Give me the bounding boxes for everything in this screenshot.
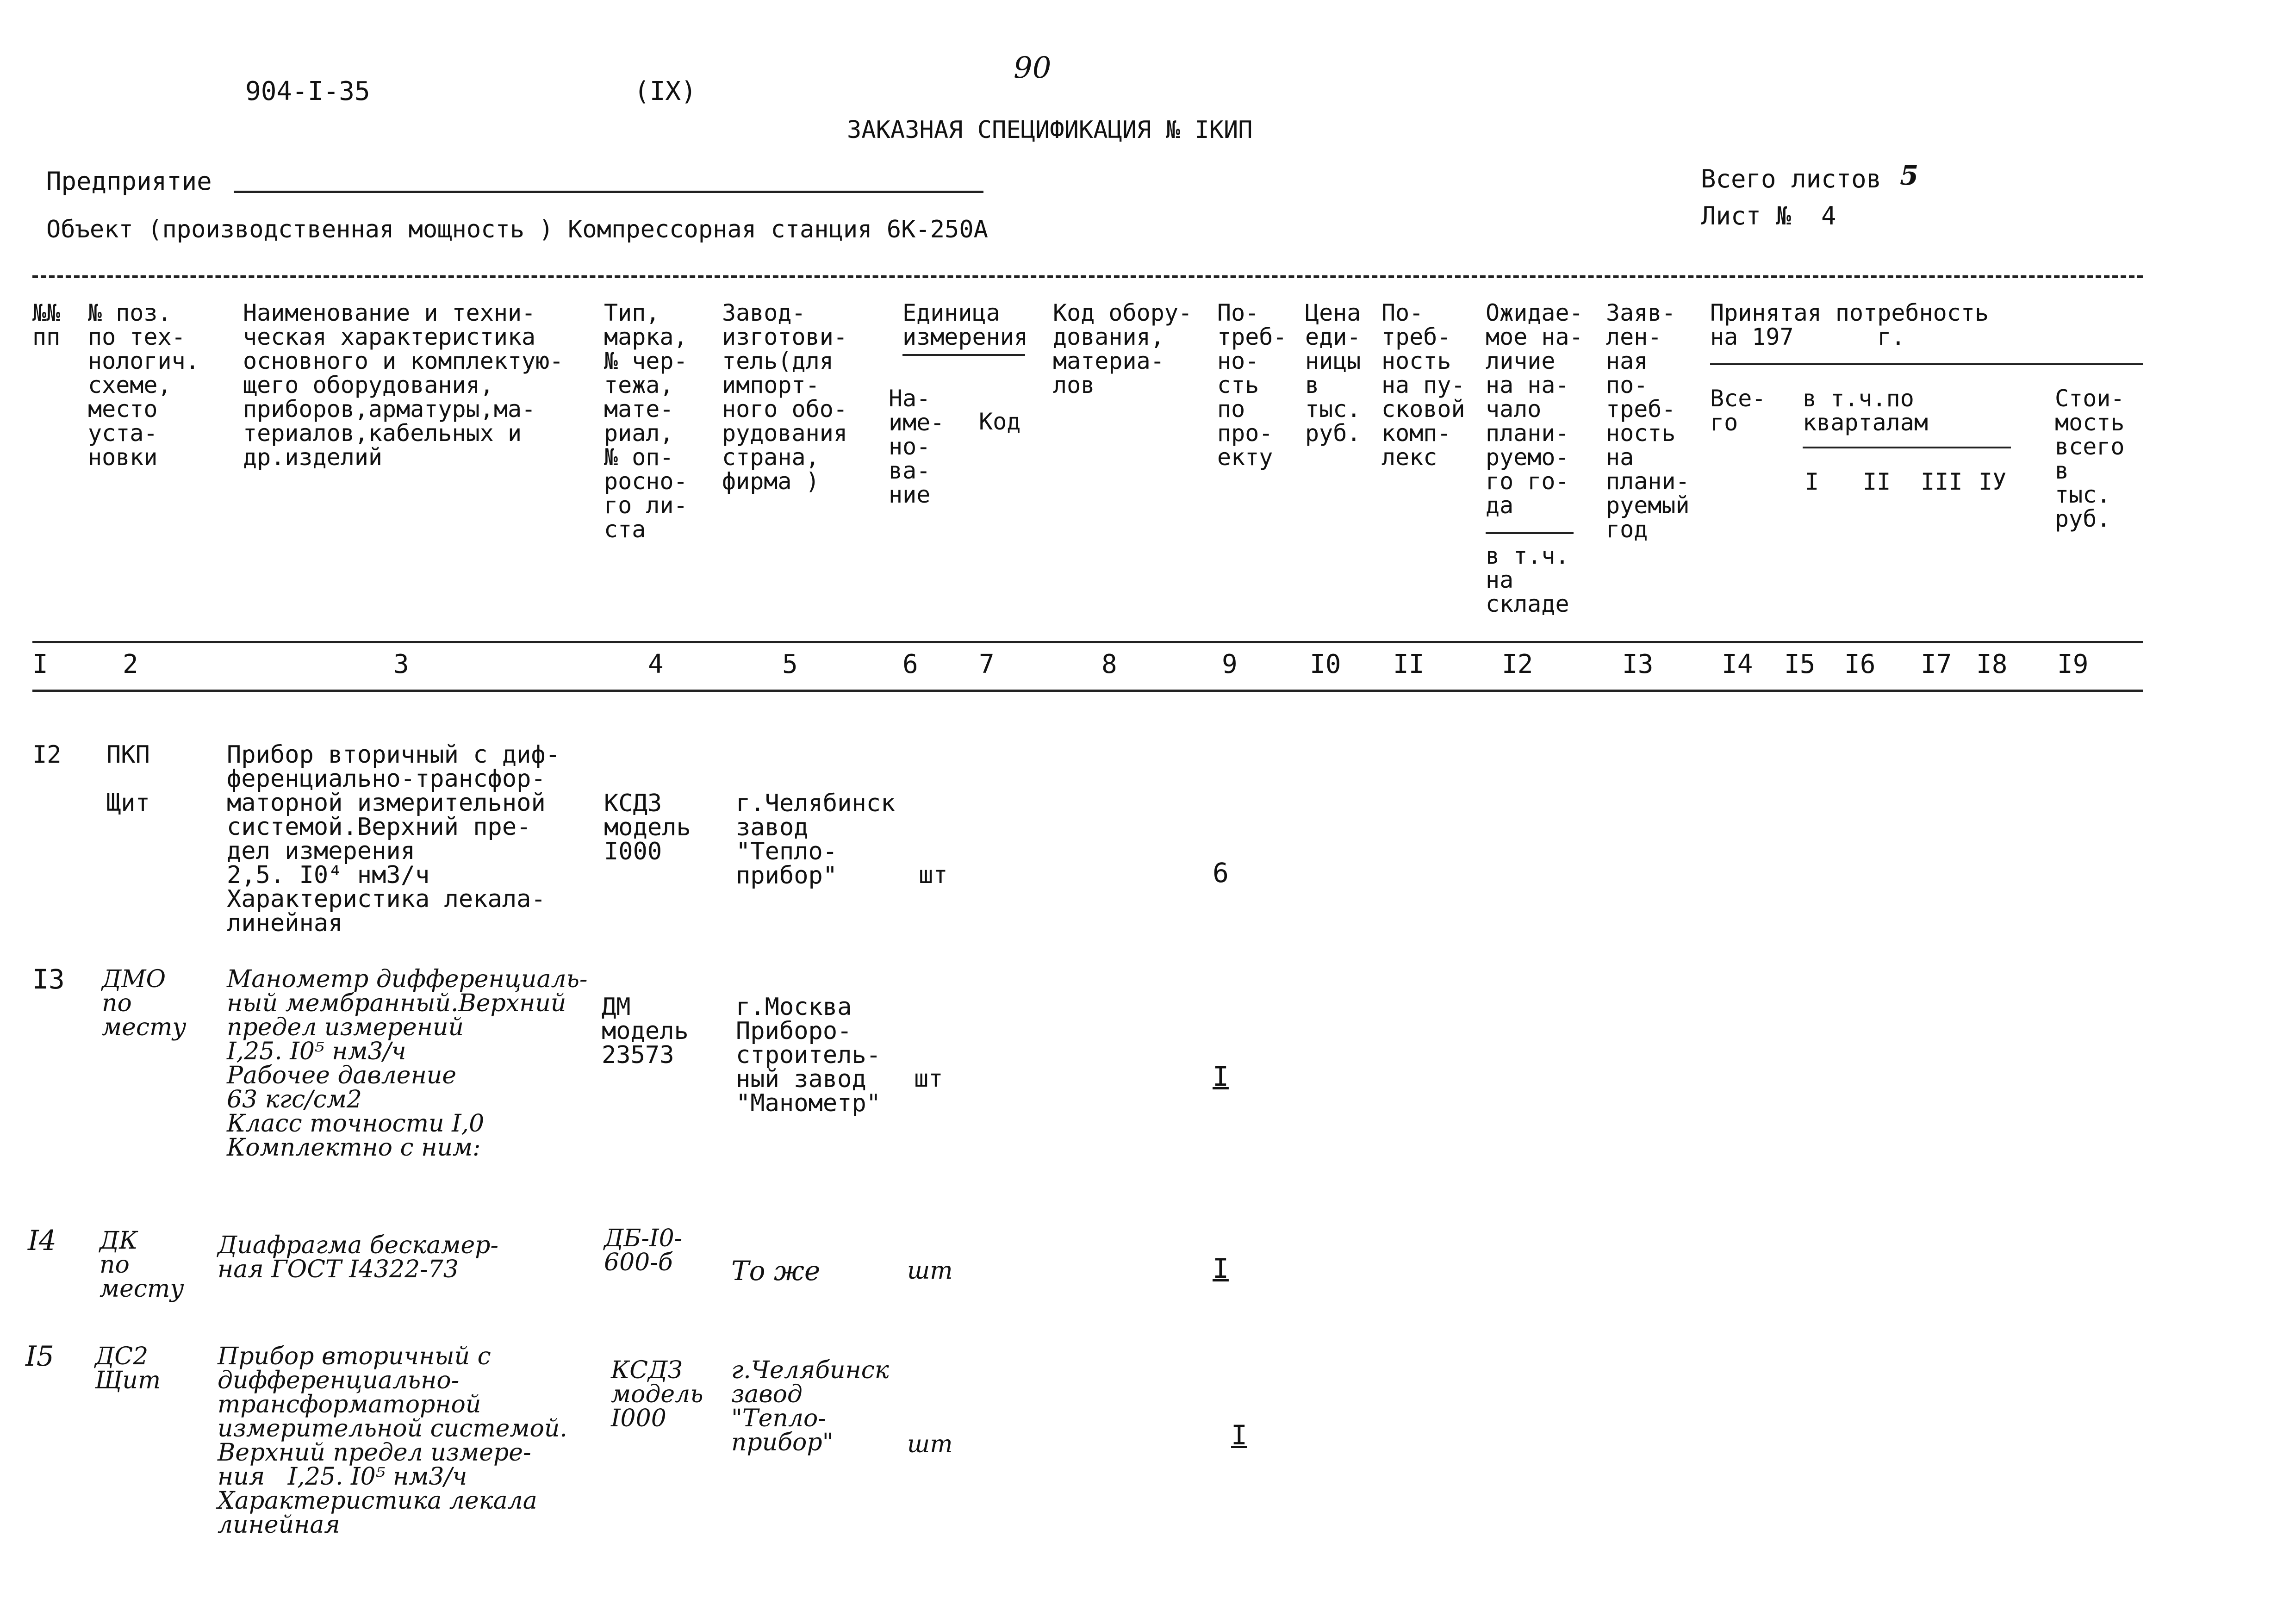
document-title: ЗАКАЗНАЯ СПЕЦИФИКАЦИЯ № IКИП <box>847 116 1253 144</box>
header-in-warehouse: в т.ч. на складе <box>1486 542 1569 617</box>
total-sheets-label: Всего листов <box>1701 164 1882 193</box>
row-number: I3 <box>32 964 65 995</box>
row-name: Прибор вторичный с дифференциально- трансформаторной измерительной системой. Верхний предел измере- ния I,25. I0⁵ нм3/ч Характеристика лекала линейная <box>218 1343 567 1539</box>
row-manufacturer: г.Челябинск завод "Тепло- прибор" <box>731 1356 889 1456</box>
header-quarters: в т.ч.по кварталам <box>1803 385 1928 436</box>
column-number: I7 <box>1921 649 1952 679</box>
row-unit: шт <box>914 1065 943 1093</box>
sheet-value: 4 <box>1821 201 1836 230</box>
row-name: Манометр дифференциаль- ный мембранный.Верхний предел измерений I,25. I0⁵ нм3/ч Рабочее давление 63 кгс/см2 Класс точности I,0 Комплектно с ним: <box>227 965 588 1162</box>
header-quarter-4: IУ <box>1979 468 2007 495</box>
document-code: 904-I-35 <box>245 76 370 106</box>
header-name: Наименование и техни- ческая характеристика основного и комплектую- щего оборудования, приборов,арматуры,ма- териалов,кабельных и др.изделий <box>243 299 564 471</box>
column-number: I0 <box>1310 649 1341 679</box>
column-number: I5 <box>1784 649 1816 679</box>
header-quarter-2: II <box>1863 468 1891 495</box>
column-number: 7 <box>979 649 995 679</box>
row-quantity: I <box>1213 1253 1229 1284</box>
row-type: КСДЗ модель I000 <box>604 790 691 865</box>
column-number: II <box>1393 649 1425 679</box>
row-name: Прибор вторичный с диф- ференциально-трансфор- маторной измерительной системой.Верхний пре- дел измерения 2,5. I0⁴ нм3/ч Характеристика лекала- линейная <box>227 741 560 937</box>
header-type: Тип, марка, № чер- тежа, мате- риал, № оп- росно- го ли- ста <box>604 299 688 543</box>
row-type: ДБ-I0- 600-б <box>604 1225 683 1276</box>
column-number: 2 <box>123 649 138 679</box>
header-quarters-rule <box>1803 447 2011 448</box>
row-quantity: 6 <box>1213 857 1229 889</box>
row-number: I4 <box>28 1225 56 1257</box>
column-number: I6 <box>1844 649 1876 679</box>
row-manufacturer: г.Москва Приборо- строитель- ный завод "Манометр" <box>736 993 881 1117</box>
header-position: № поз. по тех- нологич. схеме, место уста- новки <box>88 299 199 471</box>
row-position: ПКП Щит <box>106 741 150 817</box>
column-number: I4 <box>1722 649 1753 679</box>
row-quantity: I <box>1231 1419 1247 1451</box>
enterprise-label: Предприятие <box>46 167 212 196</box>
header-row-number: №№ пп <box>32 299 61 350</box>
part-number: (IX) <box>634 76 697 106</box>
row-type: КСДЗ модель I000 <box>611 1356 703 1432</box>
row-name: Диафрагма бескамер- ная ГОСТ I4322-73 <box>218 1231 499 1283</box>
header-project-need: По- треб- но- сть по про- екту <box>1217 299 1287 471</box>
row-type: ДМ модель 23573 <box>602 993 689 1069</box>
row-position: ДС2 Щит <box>95 1343 161 1394</box>
column-number: I <box>32 649 48 679</box>
row-quantity: I <box>1213 1061 1229 1092</box>
header-unit-price: Цена еди- ницы в тыс. руб. <box>1305 299 1361 447</box>
page-number: 90 <box>1014 51 1052 85</box>
column-number: 5 <box>782 649 798 679</box>
header-cost: Стои- мость всего в тыс. руб. <box>2055 385 2125 532</box>
row-unit: шт <box>907 1430 953 1458</box>
header-startup-need: По- треб- ность на пу- сковой комп- лекс <box>1381 299 1465 471</box>
column-number: 4 <box>648 649 664 679</box>
row-unit: шт <box>919 861 948 889</box>
row-manufacturer: То же <box>731 1255 821 1287</box>
object-line: Объект (производственная мощность ) Компрессорная станция 6К-250А <box>46 216 988 243</box>
header-unit-rule <box>902 354 1025 356</box>
header-unit-code: Код <box>979 408 1021 435</box>
header-total: Все- го <box>1710 385 1766 436</box>
header-quarter-1: I <box>1805 468 1819 495</box>
row-manufacturer: г.Челябинск завод "Тепло- прибор" <box>736 790 896 889</box>
column-number: 9 <box>1222 649 1238 679</box>
enterprise-underline <box>234 191 983 193</box>
column-number: 8 <box>1101 649 1117 679</box>
column-numbers-bottom-rule <box>32 690 2143 692</box>
header-quarter-3: III <box>1921 468 1963 495</box>
total-sheets-value: 5 <box>1900 160 1919 191</box>
row-position: ДК по месту <box>100 1227 184 1303</box>
header-manufacturer: Завод- изготови- тель(для импорт- ного обо- рудования страна, фирма ) <box>722 299 847 495</box>
column-number: I2 <box>1502 649 1533 679</box>
row-position: ДМО по месту <box>102 965 187 1041</box>
column-number: I8 <box>1976 649 2008 679</box>
header-accepted-rule <box>1710 363 2143 365</box>
column-number: 3 <box>393 649 409 679</box>
header-stock-rule <box>1486 532 1574 534</box>
header-unit-name: На- име- но- ва- ние <box>889 385 945 508</box>
column-number: I9 <box>2057 649 2089 679</box>
row-number: I2 <box>32 741 62 769</box>
column-numbers-top-rule <box>32 641 2143 643</box>
header-expected-stock: Ожидае- мое на- личие на на- чало плани- руемо- го го- да <box>1486 299 1583 519</box>
column-number: I3 <box>1622 649 1654 679</box>
header-unit: Единица измерения <box>902 299 1028 350</box>
sheet-label: Лист № <box>1701 201 1792 230</box>
row-number: I5 <box>25 1340 54 1373</box>
header-accepted-need: Принятая потребность на 197 г. <box>1710 299 1989 350</box>
table-top-rule <box>32 275 2143 278</box>
header-declared-need: Заяв- лен- ная по- треб- ность на плани- руемый год <box>1606 299 1690 543</box>
header-equipment-code: Код обору- дования, материа- лов <box>1053 299 1193 398</box>
row-unit: шт <box>907 1257 953 1285</box>
column-number: 6 <box>902 649 918 679</box>
